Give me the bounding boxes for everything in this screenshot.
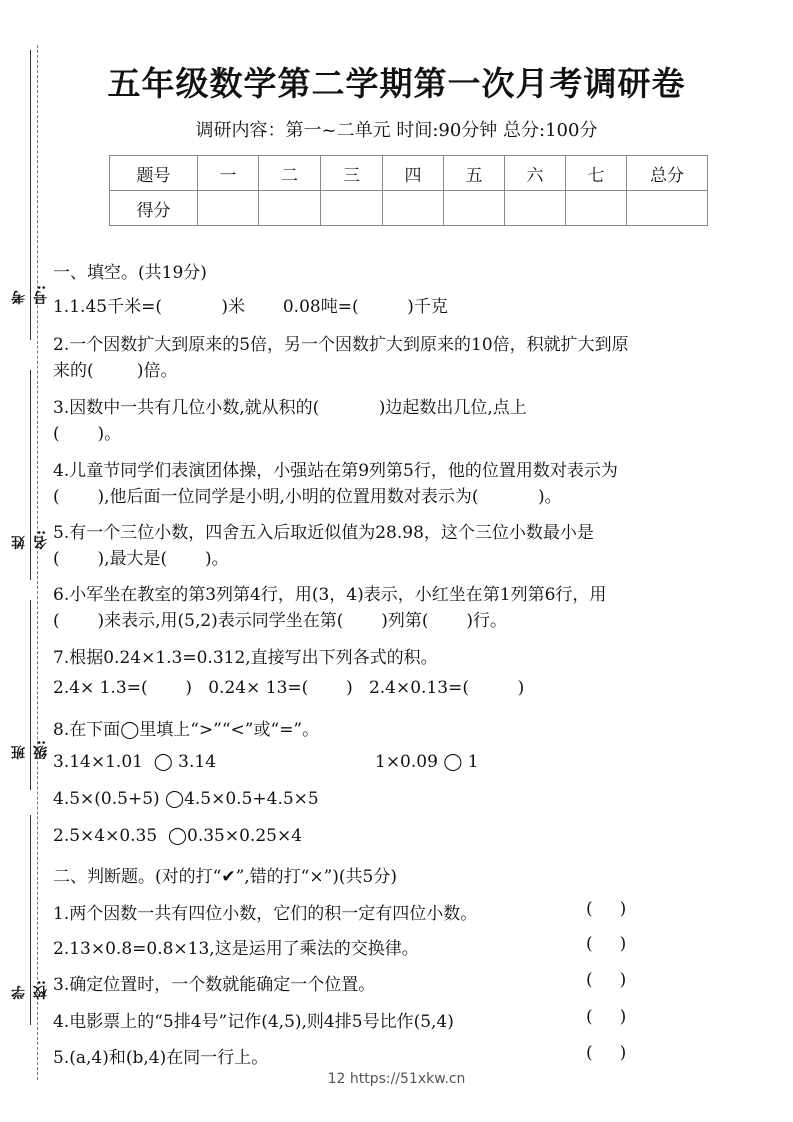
table-cell: 六 bbox=[505, 156, 566, 191]
class-line[interactable] bbox=[30, 600, 31, 790]
table-cell: 题号 bbox=[110, 156, 198, 191]
page-footer: 12 https://51xkw.cn bbox=[327, 1071, 466, 1087]
judge-answer-bracket-3[interactable]: ( ) bbox=[586, 970, 627, 990]
question-8-row3: 2.5×4×0.35 ◯0.35×0.25×4 bbox=[53, 826, 303, 846]
name-line[interactable] bbox=[30, 370, 31, 580]
judge-answer-bracket-4[interactable]: ( ) bbox=[586, 1007, 627, 1027]
question-8-row1-left: 3.14×1.01 ◯ 3.14 bbox=[53, 752, 217, 772]
exam-number-label: 考号: bbox=[11, 285, 49, 305]
score-input-cell[interactable] bbox=[321, 191, 383, 226]
school-line[interactable] bbox=[30, 815, 31, 1025]
question-5-line1: 5.有一个三位小数，四舍五入后取近似值为28.98，这个三位小数最小是 bbox=[53, 523, 594, 543]
question-8: 8.在下面◯里填上“>”“<”或“=”。 bbox=[53, 720, 320, 740]
table-cell: 一 bbox=[198, 156, 259, 191]
question-8-row1-right: 1×0.09 ◯ 1 bbox=[375, 752, 479, 772]
exam-subtitle: 调研内容：第一~二单元 时间:90分钟 总分:100分 bbox=[195, 120, 598, 141]
judge-answer-bracket-5[interactable]: ( ) bbox=[586, 1043, 627, 1063]
score-input-cell[interactable] bbox=[627, 191, 708, 226]
judge-answer-bracket-1[interactable]: ( ) bbox=[586, 899, 627, 919]
question-3-line1: 3.因数中一共有几位小数,就从积的( )边起数出几位,点上 bbox=[53, 398, 527, 418]
judge-item-2: 2.13×0.8=0.8×13,这是运用了乘法的交换律。 bbox=[53, 939, 419, 959]
score-table-header-row bbox=[110, 156, 708, 191]
class-label: 班级: bbox=[11, 740, 49, 760]
table-cell: 得分 bbox=[110, 191, 198, 226]
school-label: 学校: bbox=[11, 980, 49, 1000]
table-cell: 三 bbox=[321, 156, 383, 191]
score-input-cell[interactable] bbox=[259, 191, 321, 226]
question-1: 1.1.45千米=( )米 0.08吨=( )千克 bbox=[53, 297, 448, 317]
score-table-score-row bbox=[110, 191, 708, 226]
question-6-line1: 6.小军坐在教室的第3列第4行，用(3，4)表示，小红坐在第1列第6行，用 bbox=[53, 585, 607, 605]
question-8-row2: 4.5×(0.5+5) ◯4.5×0.5+4.5×5 bbox=[53, 789, 319, 809]
score-input-cell[interactable] bbox=[505, 191, 566, 226]
section2-heading: 二、判断题。(对的打“✔”,错的打“×”)(共5分) bbox=[53, 867, 398, 887]
score-table bbox=[109, 155, 708, 226]
table-cell: 总分 bbox=[627, 156, 708, 191]
question-4-line2: ( ),他后面一位同学是小明,小明的位置用数对表示为( )。 bbox=[53, 487, 562, 507]
binding-dashed-line bbox=[37, 45, 38, 1080]
judge-item-4: 4.电影票上的“5排4号”记作(4,5),则4排5号比作(5,4) bbox=[53, 1012, 454, 1032]
question-2-line1: 2.一个因数扩大到原来的5倍，另一个因数扩大到原来的10倍，积就扩大到原 bbox=[53, 335, 629, 355]
table-cell: 七 bbox=[566, 156, 627, 191]
judge-item-5: 5.(a,4)和(b,4)在同一行上。 bbox=[53, 1048, 269, 1068]
question-7-items: 2.4× 1.3=( ) 0.24× 13=( ) 2.4×0.13=( ) bbox=[53, 678, 525, 698]
question-7: 7.根据0.24×1.3=0.312,直接写出下列各式的积。 bbox=[53, 648, 438, 668]
question-3-line2: ( )。 bbox=[53, 424, 122, 444]
exam-title: 五年级数学第二学期第一次月考调研卷 bbox=[107, 64, 686, 103]
table-cell: 四 bbox=[383, 156, 444, 191]
name-label: 姓名: bbox=[11, 530, 49, 550]
question-5-line2: ( ),最大是( )。 bbox=[53, 549, 229, 569]
judge-item-1: 1.两个因数一共有四位小数，它们的积一定有四位小数。 bbox=[53, 904, 478, 924]
score-input-cell[interactable] bbox=[444, 191, 505, 226]
judge-answer-bracket-2[interactable]: ( ) bbox=[586, 934, 627, 954]
question-2-line2: 来的( )倍。 bbox=[53, 361, 178, 381]
table-cell: 二 bbox=[259, 156, 321, 191]
judge-item-3: 3.确定位置时，一个数就能确定一个位置。 bbox=[53, 975, 376, 995]
table-cell: 五 bbox=[444, 156, 505, 191]
question-6-line2: ( )来表示,用(5,2)表示同学坐在第( )列第( )行。 bbox=[53, 611, 507, 631]
score-input-cell[interactable] bbox=[566, 191, 627, 226]
score-input-cell[interactable] bbox=[383, 191, 444, 226]
question-4-line1: 4.儿童节同学们表演团体操，小强站在第9列第5行，他的位置用数对表示为 bbox=[53, 461, 618, 481]
score-input-cell[interactable] bbox=[198, 191, 259, 226]
section1-heading: 一、填空。(共19分) bbox=[53, 263, 207, 283]
